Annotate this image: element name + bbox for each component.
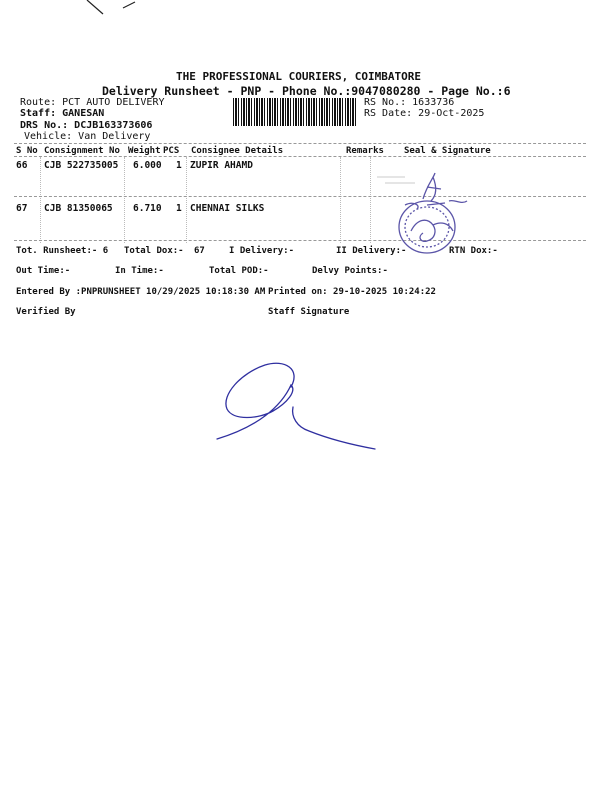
header-weight: Weight <box>128 146 161 156</box>
route-label: Route: PCT AUTO DELIVERY <box>20 97 165 108</box>
row-consignee: ZUPIR AHAMD <box>190 160 253 171</box>
total-pod: Total POD:- <box>209 266 269 276</box>
header-pcs: PCS <box>163 146 180 156</box>
row-pcs: 1 <box>176 160 182 171</box>
table-header-rule <box>14 156 586 157</box>
total-dox-label: Total Dox:- <box>124 246 184 256</box>
rtn-dox: RTN Dox:- <box>449 246 498 256</box>
runsheet-subtitle: Delivery Runsheet - PNP - Phone No.:9047080280 - Page No.:6 <box>102 84 511 98</box>
table-top-rule <box>14 143 586 144</box>
header-sno: S No <box>16 146 38 156</box>
row-consignee: CHENNAI SILKS <box>190 203 265 214</box>
out-time: Out Time:- <box>16 266 71 276</box>
staff-signature <box>205 355 385 465</box>
entered-by: Entered By :PNPRUNSHEET 10/29/2025 10:18:30 AM <box>16 287 266 297</box>
column-divider <box>340 157 341 243</box>
delvy-points: Delvy Points:- <box>312 266 388 276</box>
header-consignee: Consignee Details <box>191 146 284 156</box>
column-divider <box>370 157 371 243</box>
header-seal-signature: Seal & Signature <box>404 146 491 156</box>
company-title: THE PROFESSIONAL COURIERS, COIMBATORE <box>176 70 422 83</box>
vehicle-label: Vehicle: Van Delivery <box>24 131 151 142</box>
printed-on: Printed on: 29-10-2025 10:24:22 <box>268 287 436 297</box>
column-divider <box>124 157 125 243</box>
verified-by: Verified By <box>16 307 76 317</box>
row-pcs: 1 <box>176 203 182 214</box>
column-divider <box>186 157 187 243</box>
header-consignment: Consignment No <box>44 146 120 156</box>
staff-signature-label: Staff Signature <box>268 307 350 317</box>
row-sno: 67 <box>16 203 28 214</box>
header-remarks: Remarks <box>346 146 384 156</box>
row-weight: 6.710 <box>133 203 162 214</box>
ii-delivery: II Delivery:- <box>336 246 407 256</box>
tot-runsheet: Tot. Runsheet:- 6 <box>16 246 109 256</box>
column-divider <box>40 157 41 243</box>
staff-label: Staff: GANESAN <box>20 108 105 119</box>
row-weight: 6.000 <box>133 160 162 171</box>
row-consignment: CJB 81350065 <box>44 203 113 214</box>
rs-number: RS No.: 1633736 <box>364 97 455 108</box>
total-dox-value: 67 <box>194 246 205 256</box>
drs-number: DRS No.: DCJB163373606 <box>20 120 153 131</box>
in-time: In Time:- <box>115 266 164 276</box>
row-sno: 66 <box>16 160 28 171</box>
scan-mark <box>85 0 145 20</box>
row-consignment: CJB 522735005 <box>44 160 119 171</box>
i-delivery: I Delivery:- <box>229 246 295 256</box>
rs-date: RS Date: 29-Oct-2025 <box>364 108 485 119</box>
barcode-image <box>233 98 358 126</box>
